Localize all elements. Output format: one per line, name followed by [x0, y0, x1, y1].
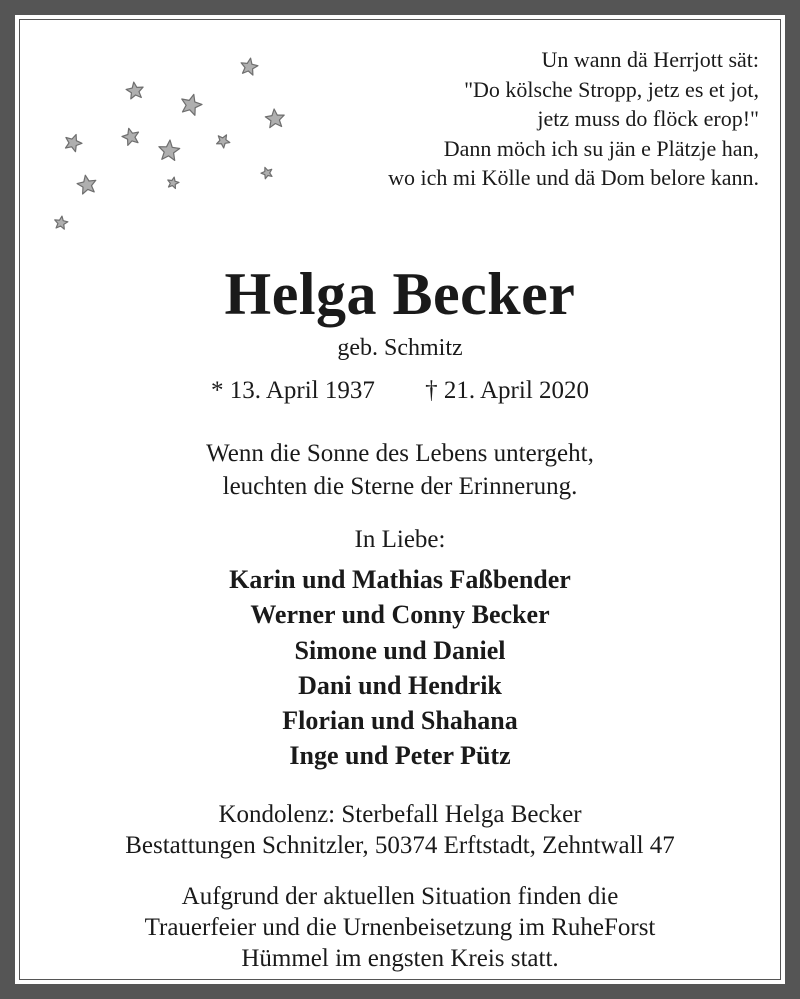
poem-line: Un wann dä Herrjott sät:: [541, 47, 759, 72]
star-icon: [66, 135, 83, 152]
condolence-line: Bestattungen Schnitzler, 50374 Erftstadt, Zehntwall 47: [125, 832, 675, 859]
star-icon: [55, 216, 68, 229]
notice-line: Hümmel im engsten Kreis statt.: [241, 945, 559, 972]
birth-date: * 13. April 1937: [210, 377, 375, 404]
in-love-label: In Liebe:: [354, 526, 446, 553]
star-icon: [265, 109, 284, 128]
death-date: † 21. April 2020: [425, 377, 590, 404]
motto-line: leuchten die Sterne der Erinnerung.: [222, 473, 578, 500]
life-dates: [30, 376, 770, 406]
star-icon: [261, 167, 272, 178]
star-icon: [122, 128, 139, 145]
family-member: Simone und Daniel: [294, 635, 506, 665]
star-icon: [126, 82, 143, 99]
notice-line: Trauerfeier und die Urnenbeisetzung im RuheForst: [144, 914, 656, 941]
family-member: Dani und Hendrik: [298, 670, 502, 700]
motto: [30, 437, 770, 503]
poem-line: jetz muss do flöck erop!": [537, 106, 759, 131]
stars-decoration: [31, 35, 321, 245]
condolence-info: [30, 799, 770, 861]
family-list: [30, 562, 770, 774]
condolence-line: Kondolenz: Sterbefall Helga Becker: [218, 801, 582, 828]
funeral-notice: [30, 881, 770, 974]
deceased-name: Helga Becker: [224, 261, 576, 327]
poem-line: Dann möch ich su jän e Plätzje han,: [443, 135, 759, 161]
family-member: Werner und Conny Becker: [250, 600, 550, 630]
motto-line: Wenn die Sonne des Lebens untergeht,: [206, 440, 594, 467]
star-icon: [159, 140, 180, 160]
star-icon: [217, 135, 230, 148]
family-member: Karin und Mathias Faßbender: [229, 565, 571, 594]
star-icon: [241, 58, 258, 75]
star-icon: [168, 177, 179, 188]
family-member: Florian und Shahana: [282, 706, 518, 736]
star-icon: [77, 175, 96, 194]
poem-line: wo ich mi Kölle und dä Dom belore kann.: [388, 165, 759, 190]
family-member: Inge und Peter Pütz: [289, 741, 511, 771]
maiden-name: geb. Schmitz: [337, 335, 463, 361]
star-icon: [182, 94, 202, 115]
notice-line: Aufgrund der aktuellen Situation finden die: [181, 883, 619, 910]
poem-line: "Do kölsche Stropp, jetz es et jot,: [464, 76, 759, 102]
poem: [388, 45, 759, 193]
